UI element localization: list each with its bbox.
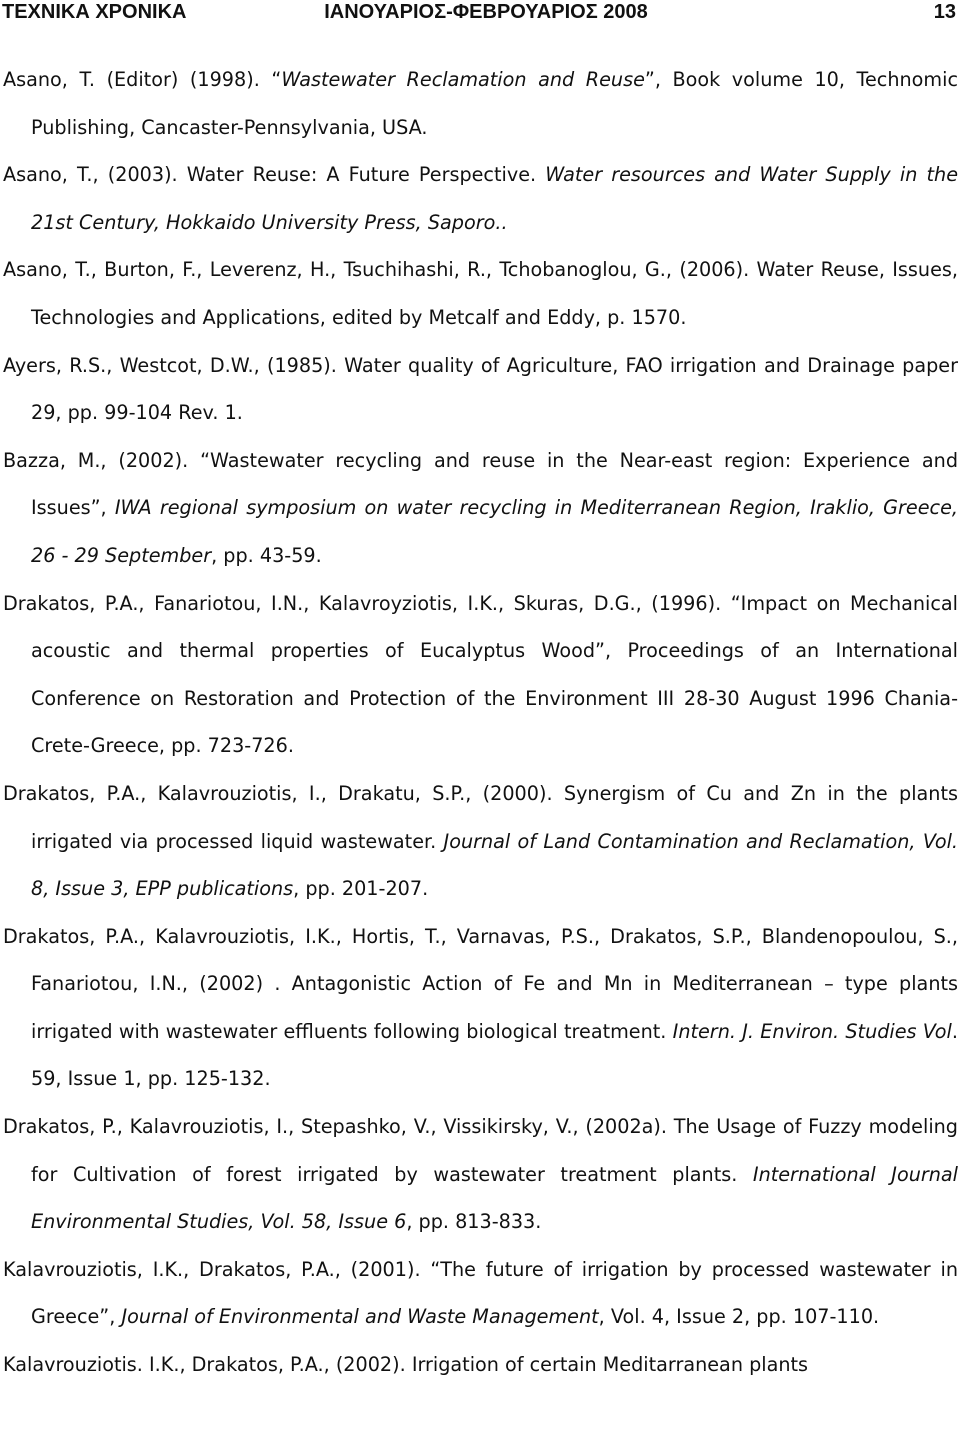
- reference-list: [3, 56, 958, 1389]
- reference-source: IWA regional symposium on water recycling in Mediterranean Region, Iraklio, Greece, 26 - 29 September: [31, 496, 958, 567]
- reference-item: [3, 770, 958, 913]
- reference-item: [3, 437, 958, 580]
- reference-text: ”, Book volume 10, Technomic Publishing, Cancaster-Pennsylvania, USA.: [31, 68, 958, 139]
- reference-text: Kalavrouziotis. I.K., Drakatos, P.A., (2002). Irrigation of certain Meditarranean plants: [3, 1353, 809, 1377]
- reference-text: Kalavrouziotis, I.K., Drakatos, P.A., (2001). “The future of irrigation by processed wastewater in Greece”,: [3, 1257, 958, 1329]
- reference-text: Drakatos, P., Kalavrouziotis, I., Stepashko, V., Vissikirsky, V., (2002a). The Usage of Fuzzy modeling for Cultivation of forest irrigated by wastewater treatment plants.: [3, 1115, 958, 1186]
- reference-item: [3, 1341, 958, 1389]
- reference-source: Journal of Land Contamination and Reclamation, Vol. 8, Issue 3, EPP publications: [31, 829, 958, 901]
- reference-text: Drakatos, P.A., Fanariotou, I.N., Kalavroyziotis, I.K., Skuras, D.G., (1996). “Impact on Mechanical acoustic and thermal properties of Eucalyptus Wood”, Proceedings of an International Conference on Restoration and Protection of the Environment III 28-30 August 1996 Chania-Crete-Greece, pp. 723-726.: [3, 591, 958, 758]
- reference-item: [3, 580, 958, 770]
- reference-text: , pp. 201-207.: [293, 877, 429, 901]
- reference-item: [3, 913, 958, 1103]
- reference-source: Journal of Environmental and Waste Management: [121, 1305, 599, 1329]
- reference-text: Asano, T., (2003). Water Reuse: A Future Perspective.: [3, 163, 546, 187]
- reference-item: [3, 246, 958, 341]
- reference-source: International Journal Environmental Studies, Vol. 58, Issue 6: [31, 1162, 958, 1234]
- journal-name: ΤΕΧΝΙΚΑ ΧΡΟΝΙΚΑ: [2, 1, 187, 23]
- reference-item: [3, 151, 958, 246]
- reference-item: [3, 342, 958, 437]
- reference-source: Intern. J. Environ. Studies Vol: [672, 1019, 952, 1043]
- reference-text: Drakatos, P.A., Kalavrouziotis, I., Drakatu, S.P., (2000). Synergism of Cu and Zn in the plants irrigated via processed liquid wastewater.: [3, 781, 958, 853]
- reference-text: Bazza, M., (2002). “Wastewater recycling and reuse in the Near-east region: Experience and Issues”,: [3, 448, 958, 520]
- reference-item: [3, 1246, 958, 1341]
- reference-item: [3, 56, 958, 151]
- page-number: 13: [933, 1, 956, 23]
- reference-title: Wastewater Reclamation and Reuse: [281, 68, 645, 91]
- reference-text: Asano, T., Burton, F., Leverenz, H., Tsuchihashi, R., Tchobanoglou, G., (2006). Water Reuse, Issues, Technologies and Applications, edited by Metcalf and Eddy, p. 1570.: [3, 258, 958, 329]
- reference-text: , Vol. 4, Issue 2, pp. 107-110.: [598, 1305, 880, 1329]
- reference-item: [3, 1103, 958, 1246]
- reference-text: , pp. 813-833.: [406, 1210, 542, 1234]
- page-header: [2, 0, 958, 24]
- reference-text: Drakatos, P.A., Kalavrouziotis, I.K., Hortis, T., Varnavas, P.S., Drakatos, S.P., Blandenopoulou, S., Fanariotou, I.N., (2002) . Antagonistic Action of Fe and Mn in Mediterranean – type plants irrigated with wastewater effluents following biological treatment.: [3, 924, 958, 1043]
- reference-text: Asano, T. (Editor) (1998). “: [3, 68, 282, 91]
- reference-source: Water resources and Water Supply in the 21st Century, Hokkaido University Press, Saporo..: [31, 163, 958, 234]
- reference-text: , pp. 43-59.: [211, 543, 322, 567]
- reference-text: Ayers, R.S., Westcot, D.W., (1985). Water quality of Agriculture, FAO irrigation and Drainage paper 29, pp. 99-104 Rev. 1.: [3, 353, 958, 425]
- reference-text: . 59, Issue 1, pp. 125-132.: [31, 1019, 958, 1091]
- issue-date: ΙΑΝΟΥΑΡΙΟΣ-ΦΕΒΡΟΥΑΡΙΟΣ 2008: [324, 1, 648, 23]
